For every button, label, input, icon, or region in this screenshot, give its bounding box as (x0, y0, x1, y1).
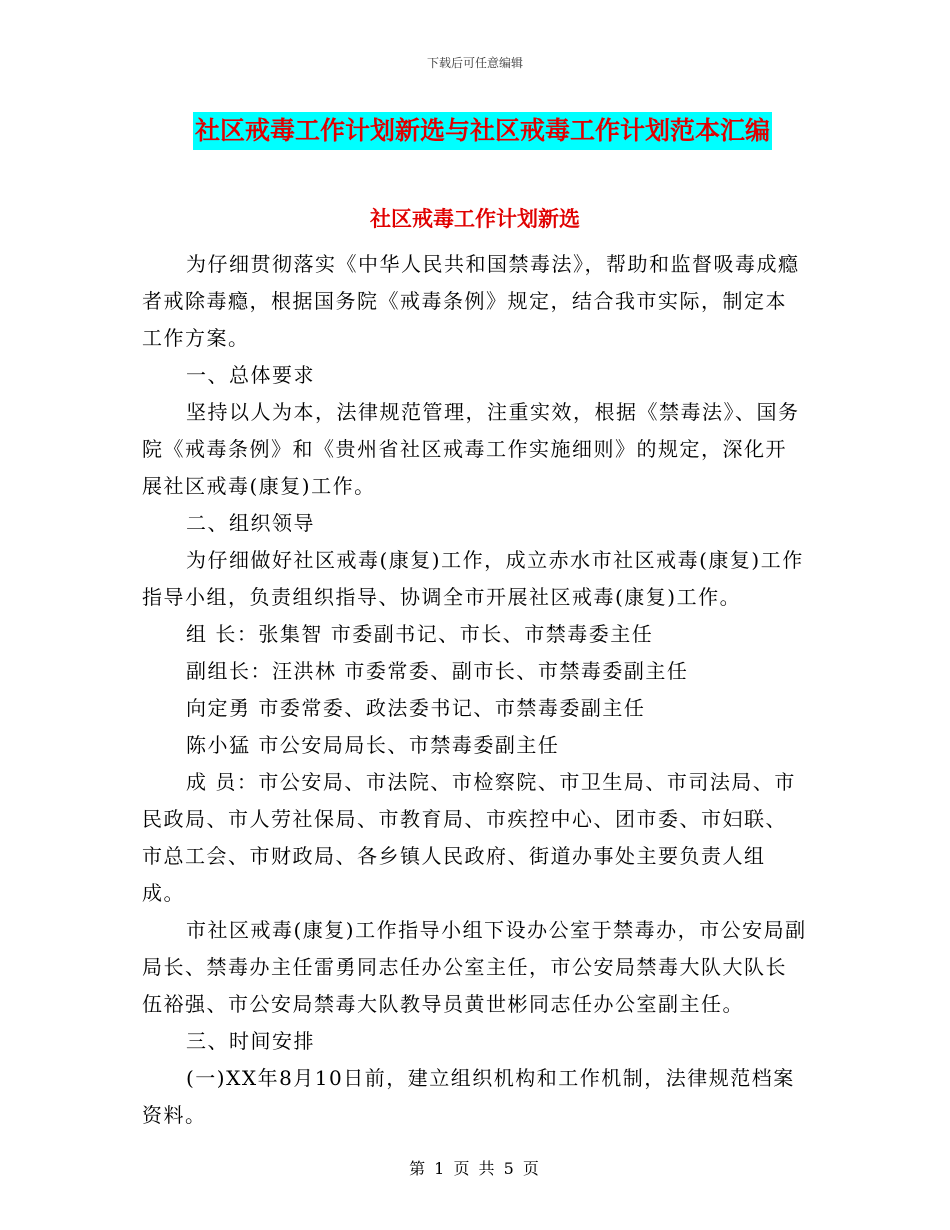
heading-organization: 二、组织领导 (186, 511, 315, 535)
heading-schedule: 三、时间安排 (186, 1029, 315, 1053)
member-deputy-1: 副组长：汪洪林 市委常委、副市长、市禁毒委副主任 (186, 659, 689, 683)
paragraph-members: 成 员：市公安局、市法院、市检察院、市卫生局、市司法局、市民政局、市人劳社保局、市教育局、市疾控中心、团市委、市妇联、市总工会、市财政局、各乡镇人民政府、街道办事处主要负责人组成。 (142, 770, 796, 905)
member-deputy-2: 向定勇 市委常委、政法委书记、市禁毒委副主任 (186, 696, 646, 720)
member-deputy-3: 陈小猛 市公安局局长、市禁毒委副主任 (186, 733, 560, 757)
header-note: 下载后可任意编辑 (426, 56, 523, 70)
sub-title: 社区戒毒工作计划新选 (370, 206, 580, 231)
paragraph-schedule-1: (一)XX年8月10日前，建立组织机构和工作机制，法律规范档案资料。 (142, 1066, 795, 1127)
paragraph-intro: 为仔细贯彻落实《中华人民共和国禁毒法》，帮助和监督吸毒成瘾者戒除毒瘾，根据国务院《戒毒条例》规定，结合我市实际，制定本工作方案。 (142, 252, 800, 350)
paragraph-general-requirements: 坚持以人为本，法律规范管理，注重实效，根据《禁毒法》、国务院《戒毒条例》和《贵州省社区戒毒工作实施细则》的规定，深化开展社区戒毒(康复)工作。 (142, 400, 800, 498)
page-footer: 第 1 页 共 5 页 (409, 1159, 541, 1178)
heading-general-requirements: 一、总体要求 (186, 363, 315, 387)
main-title: 社区戒毒工作计划新选与社区戒毒工作计划范本汇编 (193, 112, 772, 150)
paragraph-office: 市社区戒毒(康复)工作指导小组下设办公室于禁毒办，市公安局副局长、禁毒办主任雷勇同志任办公室主任，市公安局禁毒大队大队长伍裕强、市公安局禁毒大队教导员黄世彬同志任办公室副主任。 (142, 918, 807, 1016)
member-leader: 组 长：张集智 市委副书记、市长、市禁毒委主任 (186, 622, 654, 646)
body-text (142, 246, 808, 1134)
paragraph-organization: 为仔细做好社区戒毒(康复)工作，成立赤水市社区戒毒(康复)工作指导小组，负责组织指导、协调全市开展社区戒毒(康复)工作。 (142, 548, 804, 609)
